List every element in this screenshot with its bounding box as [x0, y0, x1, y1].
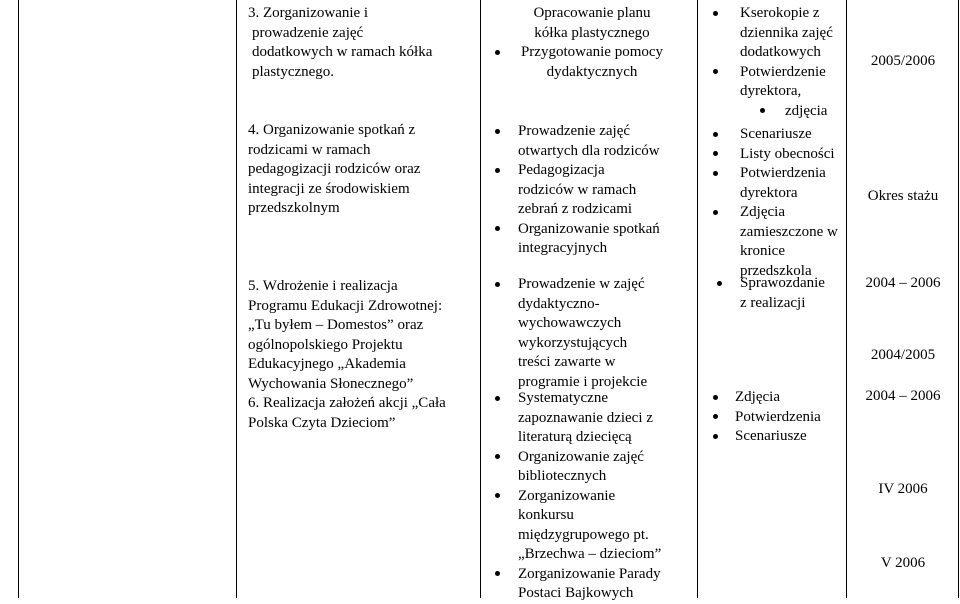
bullet-icon — [760, 108, 765, 113]
date-text: V 2006 — [880, 555, 926, 571]
table-border — [480, 0, 481, 598]
text-line: Postaci Bajkowych — [518, 585, 634, 601]
text-line: Polska Czyta Dzieciom” — [248, 414, 396, 431]
bullet-icon — [713, 210, 718, 215]
text-line: Scenariusze — [740, 126, 812, 142]
text-line: „Tu byłem – Domestos” oraz — [248, 317, 424, 333]
text-line: zamieszczone w — [740, 223, 838, 240]
table-border — [236, 0, 237, 598]
text-line: Potwierdzenie — [740, 63, 826, 80]
date-text: 2004/2005 — [870, 347, 936, 363]
bullet-icon — [717, 281, 722, 286]
text-line: Przygotowanie pomocy — [520, 44, 664, 60]
text-line: Organizowanie spotkań — [518, 220, 660, 237]
text-line: Organizowanie zajęć — [518, 448, 644, 465]
bullet-icon — [495, 226, 500, 231]
bullet-icon — [495, 50, 500, 55]
text-line: wychowawczych — [518, 315, 622, 331]
table-border — [697, 0, 698, 598]
text-line: dyrektora — [740, 184, 798, 201]
text-line: Programu Edukacji Zdrowotnej: — [248, 297, 443, 314]
bullet-icon — [713, 434, 718, 439]
text-line: Edukacyjnego „Akademia — [248, 356, 406, 372]
bullet-icon — [495, 571, 500, 576]
text-line: Prowadzenie w zajęć — [518, 276, 645, 292]
evidence-group — [705, 4, 845, 121]
bullet-icon — [495, 168, 500, 173]
text-line: zapoznawanie dzieci z — [518, 409, 653, 426]
text-line: „Brzechwa – dzieciom” — [518, 546, 662, 562]
bullet-icon — [713, 11, 718, 16]
text-line: Wychowania Słonecznego” — [248, 375, 414, 392]
text-line: dydaktycznych — [546, 63, 638, 80]
text-line: kronice — [740, 243, 785, 259]
text-line: Potwierdzenia — [740, 165, 826, 181]
text-line: programie i projekcie — [518, 373, 648, 390]
text-line: Kserokopie z — [740, 5, 820, 21]
method-group — [488, 4, 696, 82]
date-text: 2004 – 2006 — [865, 275, 941, 291]
task-item — [248, 277, 478, 394]
text-line: plastycznego. — [252, 63, 335, 80]
text-line: kółka plastycznego — [534, 24, 650, 41]
text-line: Prowadzenie zajęć — [518, 123, 631, 139]
bullet-icon — [713, 69, 718, 74]
task-item — [248, 394, 478, 433]
bullet-icon — [495, 396, 500, 401]
text-line: przedszkolnym — [248, 200, 340, 216]
task-item — [248, 4, 432, 82]
table-border — [18, 0, 19, 598]
date-text: 2004 – 2006 — [865, 388, 941, 404]
bullet-icon — [495, 454, 500, 459]
bullet-icon — [713, 395, 718, 400]
text-line: 6. Realizacja założeń akcji „Cała — [248, 395, 446, 411]
text-line: konkursu — [518, 507, 574, 523]
bullet-icon — [713, 151, 718, 156]
text-line: Systematyczne — [518, 390, 608, 406]
text-line: dydaktyczno- — [518, 295, 600, 312]
date-text: IV 2006 — [878, 481, 928, 497]
text-line: Scenariusze — [735, 428, 807, 444]
text-line: Zorganizowanie Parady — [518, 565, 661, 582]
text-line: Zorganizowanie — [518, 487, 616, 504]
text-line: integracji ze środowiskiem — [248, 180, 410, 197]
text-line: pedagogizacji rodziców oraz — [248, 161, 421, 177]
text-line: integracyjnych — [518, 240, 608, 256]
evidence-group — [705, 274, 845, 313]
text-line: literaturą dziecięcą — [518, 429, 632, 445]
dates-column — [847, 0, 959, 598]
text-line: Listy obecności — [740, 145, 835, 162]
text-line: zebrań z rodzicami — [518, 201, 633, 217]
task-item — [248, 121, 420, 219]
text-line: Zdjęcia — [735, 389, 780, 405]
text-line: przedszkola — [740, 262, 812, 279]
evidence-group — [705, 125, 845, 281]
text-line: rodzicami w ramach — [248, 141, 371, 158]
text-line: z realizacji — [740, 294, 806, 311]
evidence-group — [705, 388, 845, 447]
text-line: międzygrupowego pt. — [518, 526, 649, 543]
bullet-icon — [713, 132, 718, 137]
text-line: 4. Organizowanie spotkań z — [248, 122, 416, 138]
method-group — [488, 389, 696, 604]
text-line: Pedagogizacja — [518, 162, 605, 178]
text-line: otwartych dla rodziców — [518, 142, 660, 159]
bullet-icon — [495, 282, 500, 287]
date-text: 2005/2006 — [870, 53, 936, 69]
text-line: dyrektora, — [740, 83, 802, 99]
text-line: ogólnopolskiego Projektu — [248, 336, 403, 353]
method-group — [488, 275, 696, 392]
text-line: rodziców w ramach — [518, 181, 637, 198]
text-line: Opracowanie planu — [533, 5, 651, 21]
bullet-icon — [713, 414, 718, 419]
text-line: prowadzenie zajęć — [252, 24, 364, 41]
bullet-icon — [713, 171, 718, 176]
bullet-icon — [495, 129, 500, 134]
text-line: dodatkowych w ramach kółka — [252, 44, 433, 60]
text-line: dziennika zajęć — [740, 24, 833, 41]
text-line: Sprawozdanie — [740, 275, 825, 291]
bullet-icon — [495, 493, 500, 498]
text-line: Zdjęcia — [740, 204, 785, 220]
text-line: dodatkowych — [740, 44, 821, 60]
text-line: Potwierdzenia — [735, 408, 821, 425]
text-line: bibliotecznych — [518, 468, 607, 484]
method-group — [488, 122, 696, 259]
text-line: wykorzystujących — [518, 334, 628, 351]
text-line: 5. Wdrożenie i realizacja — [248, 278, 398, 294]
date-text: Okres stażu — [867, 188, 939, 204]
text-line: treści zawarte w — [518, 354, 616, 370]
text-line: zdjęcia — [785, 102, 828, 119]
text-line: 3. Zorganizowanie i — [248, 5, 369, 21]
